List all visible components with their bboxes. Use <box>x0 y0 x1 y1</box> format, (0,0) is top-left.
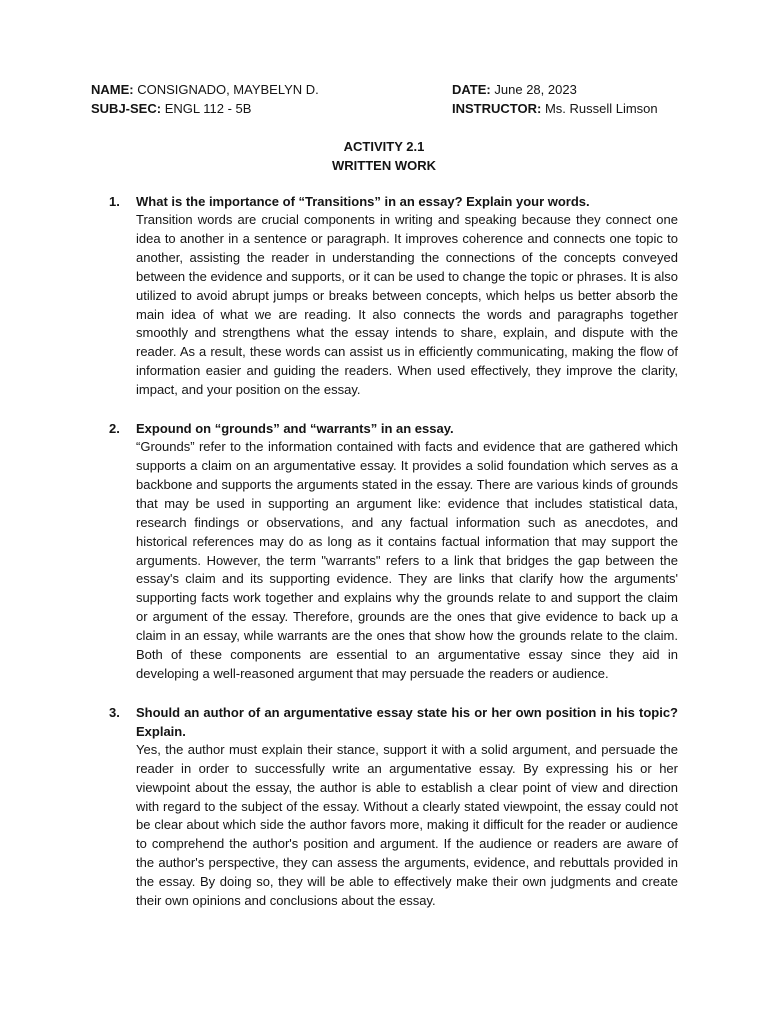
date-label: DATE: <box>452 82 491 97</box>
question-text: Expound on “grounds” and “warrants” in an essay. <box>136 421 454 437</box>
question-list <box>109 192 678 930</box>
header-row-1 <box>91 80 691 99</box>
answer-text: Transition words are crucial components in writing and speaking because they connect one idea to another in a sentence or paragraph. It improves coherence and connects one topic to another, assisting the reader in understanding the connections of the concepts conveyed between the evidence and supports, or it can be used to change the topic or phrases. It is also utilized to avoid abrupt jumps or breaks between concepts, which helps us better absorb the main idea of what we are reading. It also connects the words and paragraphs together smoothly and strengthens what the essay intends to share, explain, and dispute with the reader. As a result, these words can assist us in efficiently communicating, making the flow of information easier and guiding the readers. When used effectively, they improve the clarity, impact, and your position on the essay. <box>136 212 679 398</box>
question-number: 2. <box>109 421 120 437</box>
activity-titles <box>0 137 768 175</box>
question-item <box>109 419 678 684</box>
answer-text: Yes, the author must explain their stance, support it with a solid argument, and persuade the reader in order to successfully write an argumentative essay. By expressing his or her viewpoint about the essay, the author is able to establish a clear point of view and direction with regard to the subject of the essay. Without a clearly stated viewpoint, the essay could not be clear about which side the author favors more, making it difficult for the reader or audience to comprehend the author's position and argument. If the audience or readers are aware of the author's perspective, they can assess the arguments, evidence, and rebuttals provided in the essay. By doing so, they will be able to effectively make their own judgments and create their own opinions and conclusions about the essay. <box>136 741 678 909</box>
activity-title: ACTIVITY 2.1 <box>343 139 425 154</box>
question-number: 1. <box>109 194 120 209</box>
question-text: Should an author of an argumentative essay state his or her own position in his topic? Explain. <box>136 704 678 739</box>
activity-subtitle: WRITTEN WORK <box>332 158 436 173</box>
question-item <box>109 192 678 400</box>
question-number: 3. <box>109 704 120 720</box>
date-field <box>452 80 577 99</box>
header-row-2 <box>91 99 691 118</box>
answer-text: “Grounds” refer to the information contained with facts and evidence that are gathered which supports a claim on an argumentative essay. It provides a solid foundation which serves as a backbone and supports the arguments stated in the essay. There are various kinds of grounds that may be used in supporting an argument like: evidence that includes statistical data, research findings or observations, and any factual information such as anecdotes, and historical references may do as long as it contains factual information that may support the arguments. However, the term "warrants" refers to a link that bridges the gap between the essay's claim and its supporting evidence. They are links that clarify how the arguments' supporting facts work together and explains why the grounds relate to and support the claim or argument of the essay. Therefore, grounds are the ones that give evidence to back up a claim in an essay, while warrants are the ones that show how the grounds relate to the claim. Both of these components are essential to an argumentative essay since they aid in developing a well-reasoned argument that may persuade the readers or audience. <box>136 439 678 681</box>
name-label: NAME: <box>91 82 134 97</box>
question-item <box>109 703 678 911</box>
subject-label: SUBJ-SEC: <box>91 101 162 116</box>
name-field <box>91 80 319 99</box>
question-text: What is the importance of “Transitions” in an essay? Explain your words. <box>136 194 590 209</box>
instructor-field <box>452 99 658 118</box>
subject-field <box>91 99 251 118</box>
date-value: June 28, 2023 <box>494 82 577 97</box>
name-value: CONSIGNADO, MAYBELYN D. <box>137 82 319 97</box>
instructor-label: INSTRUCTOR: <box>452 101 542 116</box>
instructor-value: Ms. Russell Limson <box>544 101 658 116</box>
subject-value: ENGL 112 - 5B <box>164 101 252 116</box>
document-header <box>91 80 691 118</box>
